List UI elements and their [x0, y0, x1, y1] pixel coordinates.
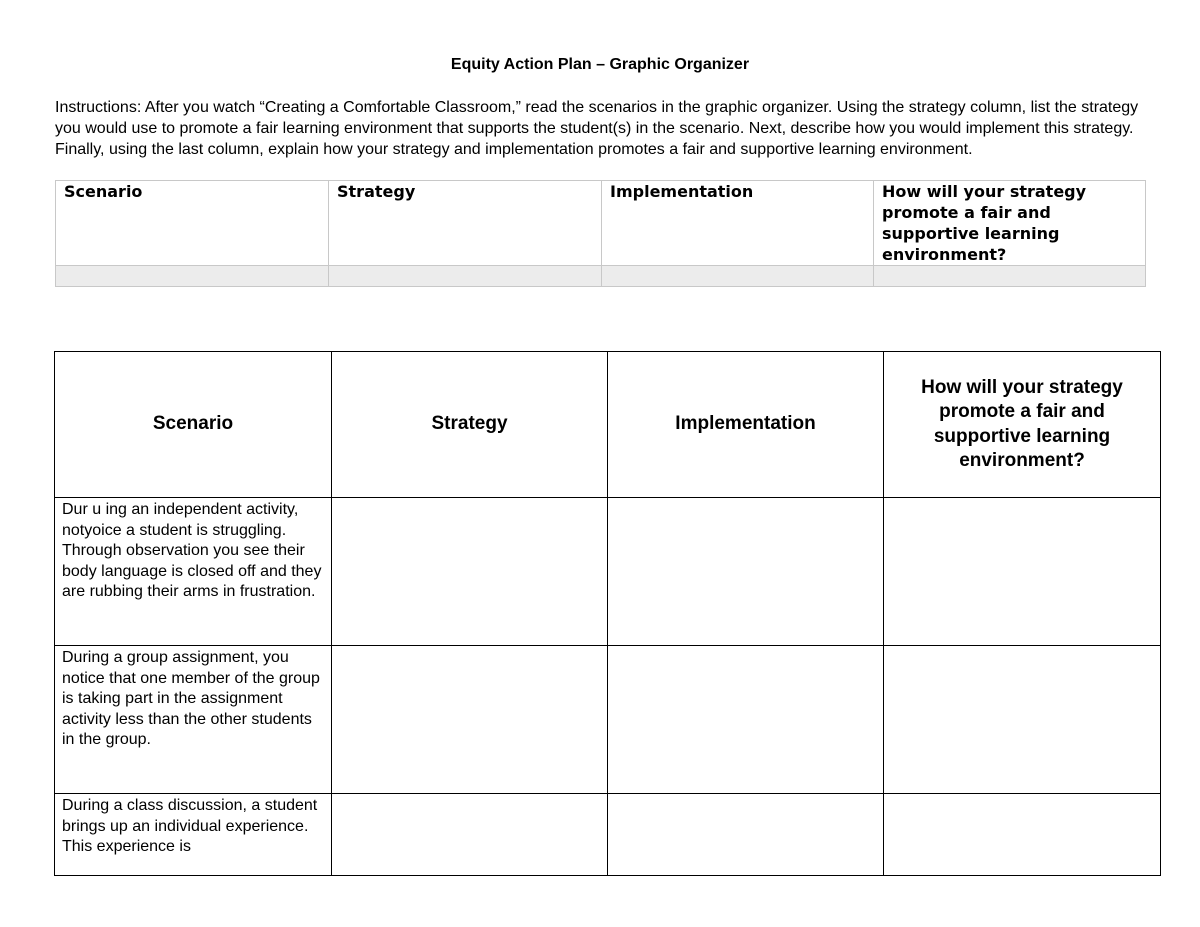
- implementation-cell[interactable]: [608, 498, 884, 646]
- scenario-cell: During a class discussion, a student brings up an individual experience. This experience is: [55, 794, 332, 876]
- top-header-scenario: Scenario: [56, 181, 329, 266]
- promote-cell[interactable]: [884, 646, 1161, 794]
- top-header-strategy: Strategy: [329, 181, 602, 266]
- scenario-cell: Dur u ing an independent activity, notyoice a student is struggling. Through observation you see their body language is closed off and they are rubbing their arms in frustration.: [55, 498, 332, 646]
- main-table-header-row: [55, 352, 1161, 498]
- top-header-promote: How will your strategy promote a fair and supportive learning environment?: [874, 181, 1146, 266]
- header-promote: How will your strategy promote a fair and supportive learning environment?: [884, 352, 1161, 498]
- header-strategy: Strategy: [332, 352, 608, 498]
- strategy-cell[interactable]: [332, 794, 608, 876]
- top-empty-cell[interactable]: [874, 266, 1146, 287]
- page-title: Equity Action Plan – Graphic Organizer: [450, 56, 750, 73]
- table-row: [55, 498, 1161, 646]
- table-row: [55, 794, 1161, 876]
- top-empty-cell[interactable]: [602, 266, 874, 287]
- implementation-cell[interactable]: [608, 794, 884, 876]
- instructions-text: Instructions: After you watch “Creating a Comfortable Classroom,” read the scenarios in the graphic organizer. Using the strategy column, list the strategy you would use to promote a fair learning environment that supports the student(s) in the scenario. Next, describe how you would implement this strategy. Finally, using the last column, explain how your strategy and implementation promotes a fair and supportive learning environment.: [55, 99, 1139, 158]
- strategy-cell[interactable]: [332, 646, 608, 794]
- strategy-cell[interactable]: [332, 498, 608, 646]
- top-table-header-row: [56, 181, 1146, 266]
- top-empty-cell[interactable]: [329, 266, 602, 287]
- top-header-implementation: Implementation: [602, 181, 874, 266]
- scenario-cell: During a group assignment, you notice that one member of the group is taking part in the assignment activity less than the other students in the group.: [55, 646, 332, 794]
- main-table: [54, 351, 1161, 876]
- top-table-empty-row: [56, 266, 1146, 287]
- header-implementation: Implementation: [608, 352, 884, 498]
- promote-cell[interactable]: [884, 498, 1161, 646]
- header-scenario: Scenario: [55, 352, 332, 498]
- top-table: [55, 180, 1146, 287]
- top-empty-cell[interactable]: [56, 266, 329, 287]
- implementation-cell[interactable]: [608, 646, 884, 794]
- table-row: [55, 646, 1161, 794]
- promote-cell[interactable]: [884, 794, 1161, 876]
